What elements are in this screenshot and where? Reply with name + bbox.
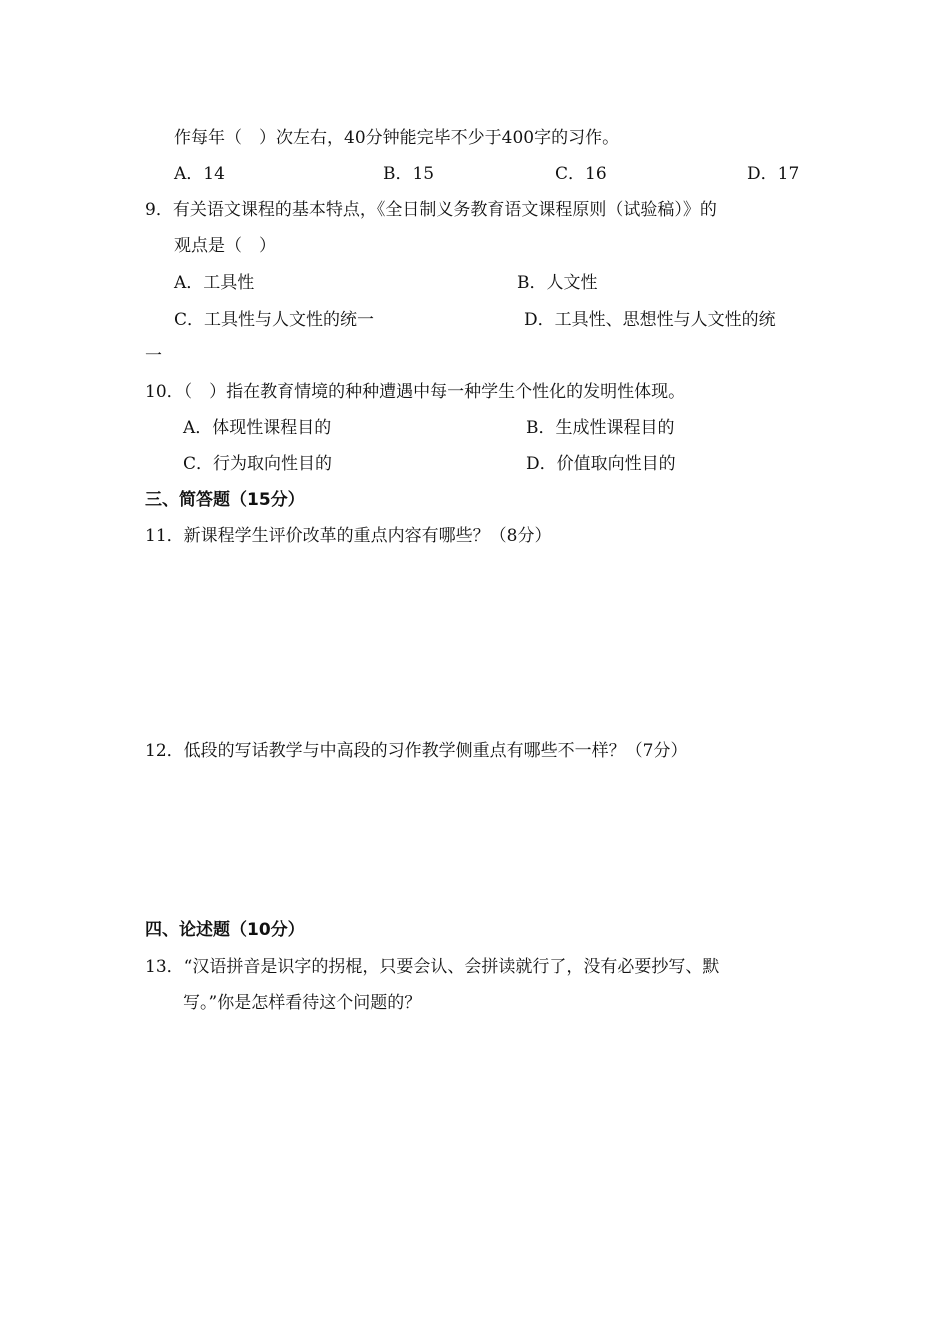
- q13-question-line1: 13．“汉语拼音是识字的拐棍，只要会认、会拼读就行了，没有必要抄写、默: [145, 957, 720, 977]
- q8-option-b: B．15: [383, 164, 435, 184]
- q10-option-a: A．体现性课程目的: [183, 418, 332, 438]
- q11-question: 11．新课程学生评价改革的重点内容有哪些？（8分）: [145, 526, 552, 546]
- q8-option-d: D．17: [747, 164, 800, 184]
- q8-option-c: C．16: [555, 164, 607, 184]
- q12-question: 12．低段的写话教学与中高段的习作教学侧重点有哪些不一样？（7分）: [145, 741, 688, 761]
- section3-heading: 三、简答题（15分）: [145, 490, 305, 510]
- q9-option-d-wrap: 一: [145, 346, 162, 366]
- q8-stem-continuation: 作每年（ ）次左右，40分钟能完毕不少于400字的习作。: [174, 128, 620, 148]
- q10-option-d: D．价值取向性目的: [526, 454, 676, 474]
- q9-option-b: B．人文性: [517, 273, 598, 293]
- q13-question-line2: 写。”你是怎样看待这个问题的？: [183, 993, 422, 1013]
- q8-option-a: A．14: [174, 164, 225, 184]
- q9-stem-line2: 观点是（ ）: [174, 236, 276, 256]
- section4-heading: 四、论述题（10分）: [145, 920, 305, 940]
- q10-option-b: B．生成性课程目的: [526, 418, 675, 438]
- q10-option-c: C．行为取向性目的: [183, 454, 333, 474]
- q9-option-c: C．工具性与人文性的统一: [174, 310, 375, 330]
- q9-stem-line1: 9．有关语文课程的基本特点，《全日制义务教育语文课程原则（试验稿）》的: [145, 200, 717, 220]
- q10-stem: 10．（ ）指在教育情境的种种遭遇中每一种学生个性化的发明性体现。: [145, 382, 686, 402]
- q9-option-a: A．工具性: [174, 273, 255, 293]
- q9-option-d: D．工具性、思想性与人文性的统: [524, 310, 776, 330]
